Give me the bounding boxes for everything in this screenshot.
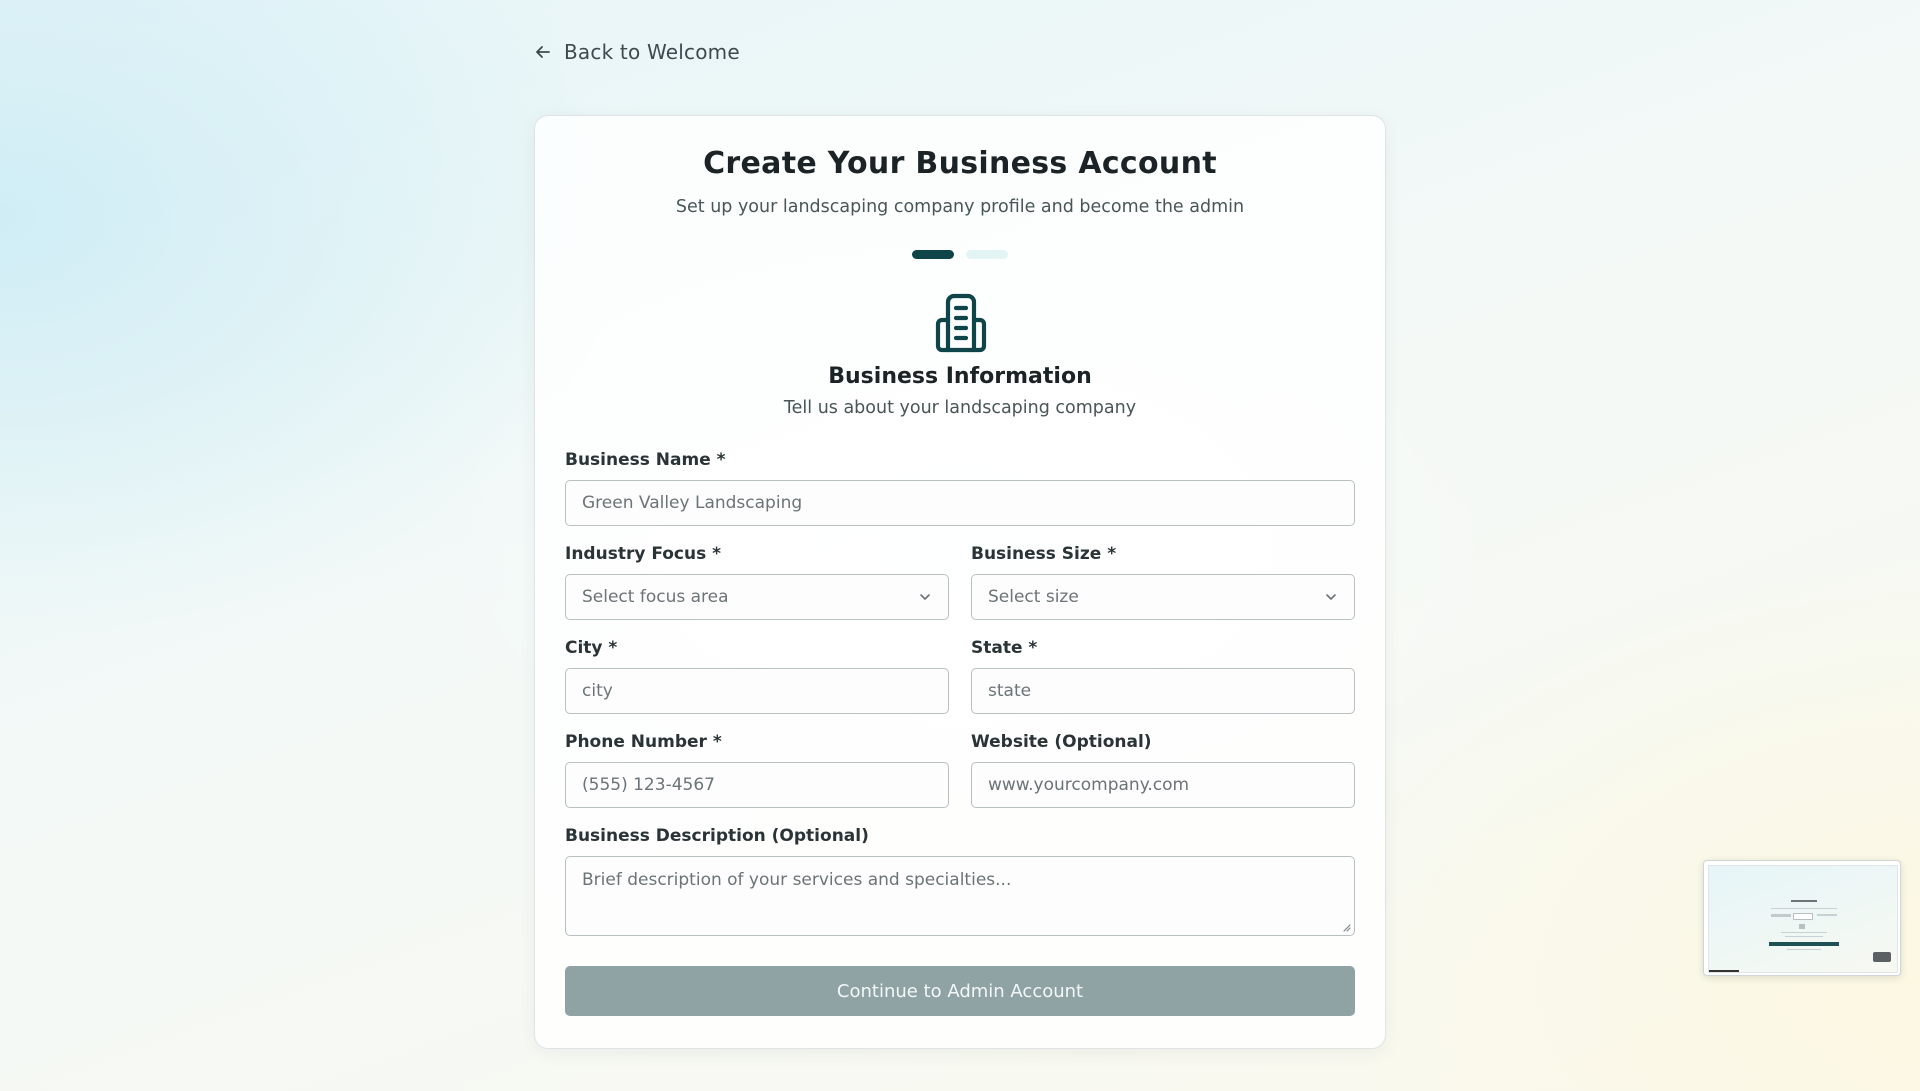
industry-focus-label: Industry Focus * bbox=[565, 544, 722, 564]
business-name-input[interactable] bbox=[565, 480, 1355, 526]
city-input[interactable] bbox=[565, 668, 949, 714]
state-label: State * bbox=[971, 638, 1038, 658]
business-size-field bbox=[971, 544, 1355, 620]
phone-label: Phone Number * bbox=[565, 732, 722, 752]
building-icon bbox=[928, 290, 994, 356]
city-field bbox=[565, 638, 949, 714]
back-link-label: Back to Welcome bbox=[564, 40, 740, 64]
description-textarea[interactable] bbox=[565, 856, 1355, 936]
description-label: Business Description (Optional) bbox=[565, 826, 869, 846]
chevron-down-icon bbox=[1324, 590, 1338, 604]
industry-focus-field bbox=[565, 544, 949, 620]
city-label: City * bbox=[565, 638, 618, 658]
page-title: Create Your Business Account bbox=[703, 146, 1217, 181]
website-field bbox=[971, 732, 1355, 808]
state-field bbox=[971, 638, 1355, 714]
business-name-field bbox=[565, 450, 1355, 526]
business-account-card bbox=[534, 115, 1386, 1049]
page-subtitle: Set up your landscaping company profile and become the admin bbox=[675, 197, 1245, 217]
business-name-label: Business Name * bbox=[565, 450, 726, 470]
section-title: Business Information bbox=[828, 364, 1092, 389]
preview-thumbnail[interactable] bbox=[1703, 860, 1901, 976]
section-subtitle: Tell us about your landscaping company bbox=[783, 398, 1137, 418]
website-input[interactable] bbox=[971, 762, 1355, 808]
business-size-value: Select size bbox=[988, 587, 1079, 607]
resize-handle-icon[interactable] bbox=[1341, 922, 1351, 932]
video-icon bbox=[1873, 952, 1891, 962]
phone-field bbox=[565, 732, 949, 808]
business-size-select[interactable] bbox=[971, 574, 1355, 620]
state-input[interactable] bbox=[971, 668, 1355, 714]
industry-focus-select[interactable] bbox=[565, 574, 949, 620]
description-field bbox=[565, 826, 1355, 936]
back-to-welcome-link[interactable] bbox=[534, 40, 740, 64]
website-label: Website (Optional) bbox=[971, 732, 1152, 752]
preview-thumbnail-image bbox=[1708, 865, 1898, 973]
step-2-indicator bbox=[966, 250, 1008, 259]
business-size-label: Business Size * bbox=[971, 544, 1117, 564]
industry-focus-value: Select focus area bbox=[582, 587, 729, 607]
continue-button[interactable]: Continue to Admin Account bbox=[565, 966, 1355, 1016]
step-indicator bbox=[535, 250, 1385, 259]
phone-input[interactable] bbox=[565, 762, 949, 808]
arrow-left-icon bbox=[534, 43, 552, 61]
step-1-indicator bbox=[912, 250, 954, 259]
chevron-down-icon bbox=[918, 590, 932, 604]
